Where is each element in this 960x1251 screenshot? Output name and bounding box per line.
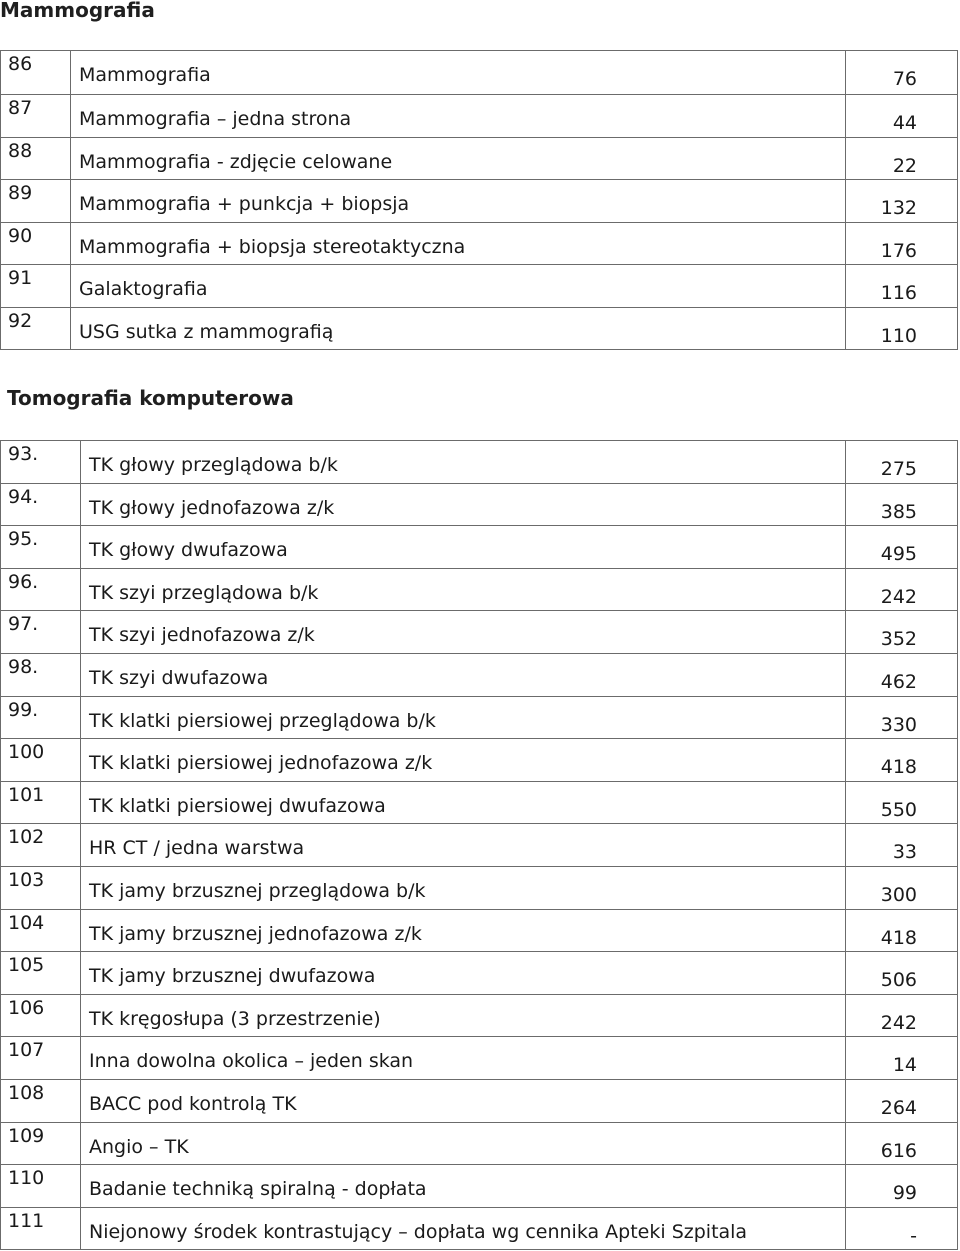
procedure-name: TK jamy brzusznej jednofazowa z/k bbox=[89, 922, 422, 945]
row-number-cell bbox=[1, 866, 81, 909]
procedure-price-cell bbox=[846, 824, 958, 867]
procedure-price: 176 bbox=[880, 239, 917, 262]
procedure-name-cell bbox=[81, 824, 846, 867]
row-number-cell bbox=[1, 1207, 81, 1250]
table-row bbox=[1, 222, 958, 265]
row-number: 109 bbox=[8, 1124, 45, 1147]
procedure-price: 44 bbox=[892, 112, 917, 134]
procedure-price-cell bbox=[846, 909, 958, 952]
row-number-cell bbox=[1, 1037, 81, 1080]
table-row bbox=[1, 180, 958, 223]
procedure-name: TK klatki piersiowej dwufazowa bbox=[89, 794, 386, 817]
procedure-name-cell bbox=[81, 1037, 846, 1080]
procedure-name: TK kręgosłupa (3 przestrzenie) bbox=[89, 1007, 381, 1030]
procedure-price-cell bbox=[846, 180, 958, 223]
procedure-name-cell bbox=[81, 994, 846, 1037]
procedure-name: Mammografia bbox=[79, 64, 211, 86]
row-number-cell bbox=[1, 611, 81, 654]
table-row bbox=[1, 95, 958, 138]
procedure-name-cell bbox=[71, 307, 846, 350]
procedure-price-cell bbox=[846, 51, 958, 95]
procedure-name: TK jamy brzusznej dwufazowa bbox=[89, 965, 376, 988]
procedure-price-cell bbox=[846, 95, 958, 138]
row-number: 110 bbox=[8, 1167, 45, 1190]
table-row bbox=[1, 1207, 958, 1250]
row-number: 94. bbox=[8, 485, 39, 508]
row-number-cell bbox=[1, 952, 81, 995]
row-number-cell bbox=[1, 994, 81, 1037]
row-number: 105 bbox=[8, 954, 45, 977]
row-number-cell bbox=[1, 1079, 81, 1122]
procedure-price: 275 bbox=[880, 458, 917, 480]
table-row bbox=[1, 866, 958, 909]
table-row bbox=[1, 441, 958, 484]
procedure-price: - bbox=[910, 1224, 917, 1247]
procedure-price-cell bbox=[846, 696, 958, 739]
row-number-cell bbox=[1, 909, 81, 952]
procedure-price: 352 bbox=[880, 628, 917, 651]
procedure-price-cell bbox=[846, 307, 958, 350]
row-number-cell bbox=[1, 441, 81, 484]
procedure-name-cell bbox=[81, 781, 846, 824]
table-row bbox=[1, 952, 958, 995]
procedure-price-cell bbox=[846, 483, 958, 526]
procedure-name-cell bbox=[81, 526, 846, 569]
procedure-name: TK głowy przeglądowa b/k bbox=[89, 454, 338, 476]
procedure-price-cell bbox=[846, 265, 958, 308]
row-number: 97. bbox=[8, 613, 39, 636]
table-row bbox=[1, 653, 958, 696]
procedure-name-cell bbox=[81, 1122, 846, 1165]
procedure-price: 495 bbox=[880, 543, 917, 566]
row-number-cell bbox=[1, 526, 81, 569]
procedure-name: BACC pod kontrolą TK bbox=[89, 1092, 297, 1115]
procedure-price-cell bbox=[846, 1207, 958, 1250]
row-number-cell bbox=[1, 653, 81, 696]
row-number-cell bbox=[1, 824, 81, 867]
row-number: 104 bbox=[8, 911, 45, 934]
procedure-name-cell bbox=[71, 137, 846, 180]
procedure-name: Galaktografia bbox=[79, 278, 208, 300]
procedure-price: 330 bbox=[880, 713, 917, 736]
row-number: 95. bbox=[8, 528, 39, 551]
row-number: 89 bbox=[8, 182, 33, 204]
procedure-name: Angio – TK bbox=[89, 1135, 189, 1158]
section-title-tomografia: Tomografia komputerowa bbox=[7, 386, 294, 410]
procedure-price: 14 bbox=[892, 1054, 917, 1077]
procedure-price-cell bbox=[846, 952, 958, 995]
row-number-cell bbox=[1, 95, 71, 138]
procedure-price: 242 bbox=[880, 1011, 917, 1034]
procedure-price: 506 bbox=[880, 969, 917, 992]
procedure-name-cell bbox=[81, 653, 846, 696]
procedure-price: 110 bbox=[880, 324, 917, 347]
procedure-price-cell bbox=[846, 781, 958, 824]
row-number-cell bbox=[1, 696, 81, 739]
table-row bbox=[1, 781, 958, 824]
procedure-price: 462 bbox=[880, 670, 917, 693]
procedure-price: 76 bbox=[892, 68, 917, 90]
row-number-cell bbox=[1, 739, 81, 782]
procedure-name-cell bbox=[81, 568, 846, 611]
procedure-name-cell bbox=[81, 909, 846, 952]
row-number: 96. bbox=[8, 570, 39, 593]
table-row bbox=[1, 307, 958, 350]
procedure-name: Mammografia - zdjęcie celowane bbox=[79, 150, 393, 173]
row-number-cell bbox=[1, 137, 71, 180]
procedure-price-cell bbox=[846, 441, 958, 484]
row-number: 111 bbox=[8, 1209, 45, 1232]
procedure-name: TK szyi przeglądowa b/k bbox=[89, 581, 319, 604]
procedure-name: TK szyi jednofazowa z/k bbox=[89, 624, 315, 647]
row-number: 92 bbox=[8, 309, 33, 332]
table-row bbox=[1, 265, 958, 308]
procedure-price-cell bbox=[846, 1165, 958, 1208]
procedure-price-cell bbox=[846, 866, 958, 909]
row-number: 93. bbox=[8, 443, 39, 465]
procedure-name: Mammografia + punkcja + biopsja bbox=[79, 193, 410, 215]
row-number: 107 bbox=[8, 1039, 45, 1062]
table-row bbox=[1, 909, 958, 952]
procedure-name: TK klatki piersiowej jednofazowa z/k bbox=[89, 752, 433, 775]
table-row bbox=[1, 568, 958, 611]
table-row bbox=[1, 483, 958, 526]
table-row bbox=[1, 696, 958, 739]
procedure-name: TK jamy brzusznej przeglądowa b/k bbox=[89, 879, 426, 902]
row-number-cell bbox=[1, 180, 71, 223]
procedure-name-cell bbox=[81, 739, 846, 782]
row-number: 90 bbox=[8, 224, 33, 247]
row-number-cell bbox=[1, 1122, 81, 1165]
procedure-name-cell bbox=[71, 51, 846, 95]
mammografia-price-table bbox=[0, 50, 958, 350]
procedure-name: TK klatki piersiowej przeglądowa b/k bbox=[89, 709, 436, 732]
procedure-name-cell bbox=[71, 180, 846, 223]
table-row bbox=[1, 1165, 958, 1208]
procedure-name-cell bbox=[81, 441, 846, 484]
procedure-price-cell bbox=[846, 222, 958, 265]
procedure-name-cell bbox=[81, 696, 846, 739]
table-row bbox=[1, 51, 958, 95]
procedure-name-cell bbox=[71, 95, 846, 138]
procedure-price-cell bbox=[846, 653, 958, 696]
table-row bbox=[1, 137, 958, 180]
row-number: 91 bbox=[8, 267, 33, 289]
row-number-cell bbox=[1, 483, 81, 526]
table-row bbox=[1, 824, 958, 867]
procedure-price: 385 bbox=[880, 500, 917, 523]
procedure-name-cell bbox=[81, 611, 846, 654]
procedure-price: 33 bbox=[892, 841, 917, 864]
procedure-name: HR CT / jedna warstwa bbox=[89, 837, 305, 860]
row-number: 102 bbox=[8, 826, 45, 849]
procedure-price-cell bbox=[846, 1122, 958, 1165]
table-row bbox=[1, 994, 958, 1037]
tomografia-price-table bbox=[0, 440, 958, 1250]
procedure-name: TK głowy dwufazowa bbox=[89, 539, 288, 562]
procedure-price: 242 bbox=[880, 585, 917, 608]
row-number: 106 bbox=[8, 996, 45, 1019]
procedure-name-cell bbox=[71, 265, 846, 308]
row-number: 100 bbox=[8, 741, 45, 764]
procedure-price: 418 bbox=[880, 926, 917, 949]
procedure-name-cell bbox=[81, 952, 846, 995]
section-title-mammografia: Mammografia bbox=[0, 0, 155, 22]
procedure-name: Mammografia + biopsja stereotaktyczna bbox=[79, 235, 466, 258]
procedure-name-cell bbox=[81, 1165, 846, 1208]
table-row bbox=[1, 1037, 958, 1080]
row-number: 101 bbox=[8, 783, 45, 806]
table-row bbox=[1, 739, 958, 782]
row-number-cell bbox=[1, 265, 71, 308]
procedure-name-cell bbox=[71, 222, 846, 265]
procedure-price-cell bbox=[846, 568, 958, 611]
procedure-price: 550 bbox=[880, 798, 917, 821]
row-number: 108 bbox=[8, 1081, 45, 1104]
row-number: 88 bbox=[8, 139, 33, 162]
procedure-name-cell bbox=[81, 483, 846, 526]
procedure-name-cell bbox=[81, 1207, 846, 1250]
procedure-name: Mammografia – jedna strona bbox=[79, 108, 352, 130]
row-number: 86 bbox=[8, 53, 33, 75]
row-number-cell bbox=[1, 307, 71, 350]
procedure-price: 116 bbox=[880, 282, 917, 304]
procedure-price: 264 bbox=[880, 1096, 917, 1119]
procedure-price: 418 bbox=[880, 756, 917, 779]
procedure-price-cell bbox=[846, 1079, 958, 1122]
row-number: 98. bbox=[8, 655, 39, 678]
row-number-cell bbox=[1, 568, 81, 611]
procedure-name: TK głowy jednofazowa z/k bbox=[89, 496, 335, 519]
procedure-price: 22 bbox=[892, 154, 917, 177]
procedure-name-cell bbox=[81, 1079, 846, 1122]
procedure-name-cell bbox=[81, 866, 846, 909]
row-number-cell bbox=[1, 781, 81, 824]
procedure-price: 99 bbox=[892, 1182, 917, 1205]
row-number: 87 bbox=[8, 97, 33, 119]
procedure-price-cell bbox=[846, 137, 958, 180]
procedure-name: USG sutka z mammografią bbox=[79, 320, 334, 343]
table-row bbox=[1, 611, 958, 654]
procedure-price-cell bbox=[846, 526, 958, 569]
table-row bbox=[1, 526, 958, 569]
procedure-name: Inna dowolna okolica – jeden skan bbox=[89, 1050, 414, 1073]
row-number-cell bbox=[1, 222, 71, 265]
procedure-price: 132 bbox=[880, 197, 917, 219]
row-number-cell bbox=[1, 1165, 81, 1208]
procedure-price: 616 bbox=[880, 1139, 917, 1162]
row-number: 99. bbox=[8, 698, 39, 721]
procedure-price-cell bbox=[846, 994, 958, 1037]
procedure-name: TK szyi dwufazowa bbox=[89, 666, 269, 689]
procedure-price: 300 bbox=[880, 883, 917, 906]
procedure-price-cell bbox=[846, 611, 958, 654]
table-row bbox=[1, 1122, 958, 1165]
procedure-price-cell bbox=[846, 1037, 958, 1080]
row-number-cell bbox=[1, 51, 71, 95]
procedure-name: Niejonowy środek kontrastujący – dopłata wg cennika Apteki Szpitala bbox=[89, 1220, 748, 1243]
procedure-price-cell bbox=[846, 739, 958, 782]
procedure-name: Badanie techniką spiralną - dopłata bbox=[89, 1178, 427, 1201]
row-number: 103 bbox=[8, 868, 45, 891]
table-row bbox=[1, 1079, 958, 1122]
